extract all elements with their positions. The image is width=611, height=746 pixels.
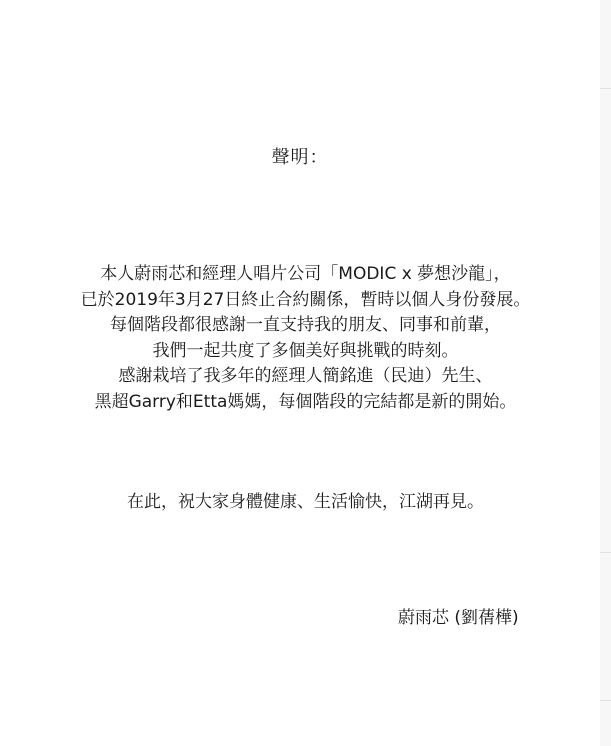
page-edge-divider (600, 700, 611, 701)
statement-signature: 蔚雨芯 (劉蒨樺) (398, 608, 519, 628)
statement-line: 每個階段都很感謝一直支持我的朋友、同事和前輩， (110, 315, 501, 335)
statement-closing: 在此，祝大家身體健康、生活愉快，江湖再見。 (127, 492, 484, 512)
statement-body (0, 262, 611, 415)
page-edge-divider (600, 552, 611, 553)
page-edge-divider (600, 88, 611, 89)
statement-line: 感謝栽培了我多年的經理人簡銘進（民迪）先生、 (118, 366, 493, 386)
page-edge-strip (600, 0, 611, 746)
statement-line: 已於2019年3月27日終止合約關係，暫時以個人身份發展。 (80, 289, 531, 310)
statement-line: 我們一起共度了多個美好與挑戰的時刻。 (152, 340, 459, 361)
statement-title: 聲明： (271, 147, 329, 168)
statement-line: 本人蔚雨芯和經理人唱片公司「MODIC x 夢想沙龍」， (100, 264, 511, 284)
statement-line: 黑超Garry和Etta媽媽，每個階段的完結都是新的開始。 (94, 391, 517, 412)
